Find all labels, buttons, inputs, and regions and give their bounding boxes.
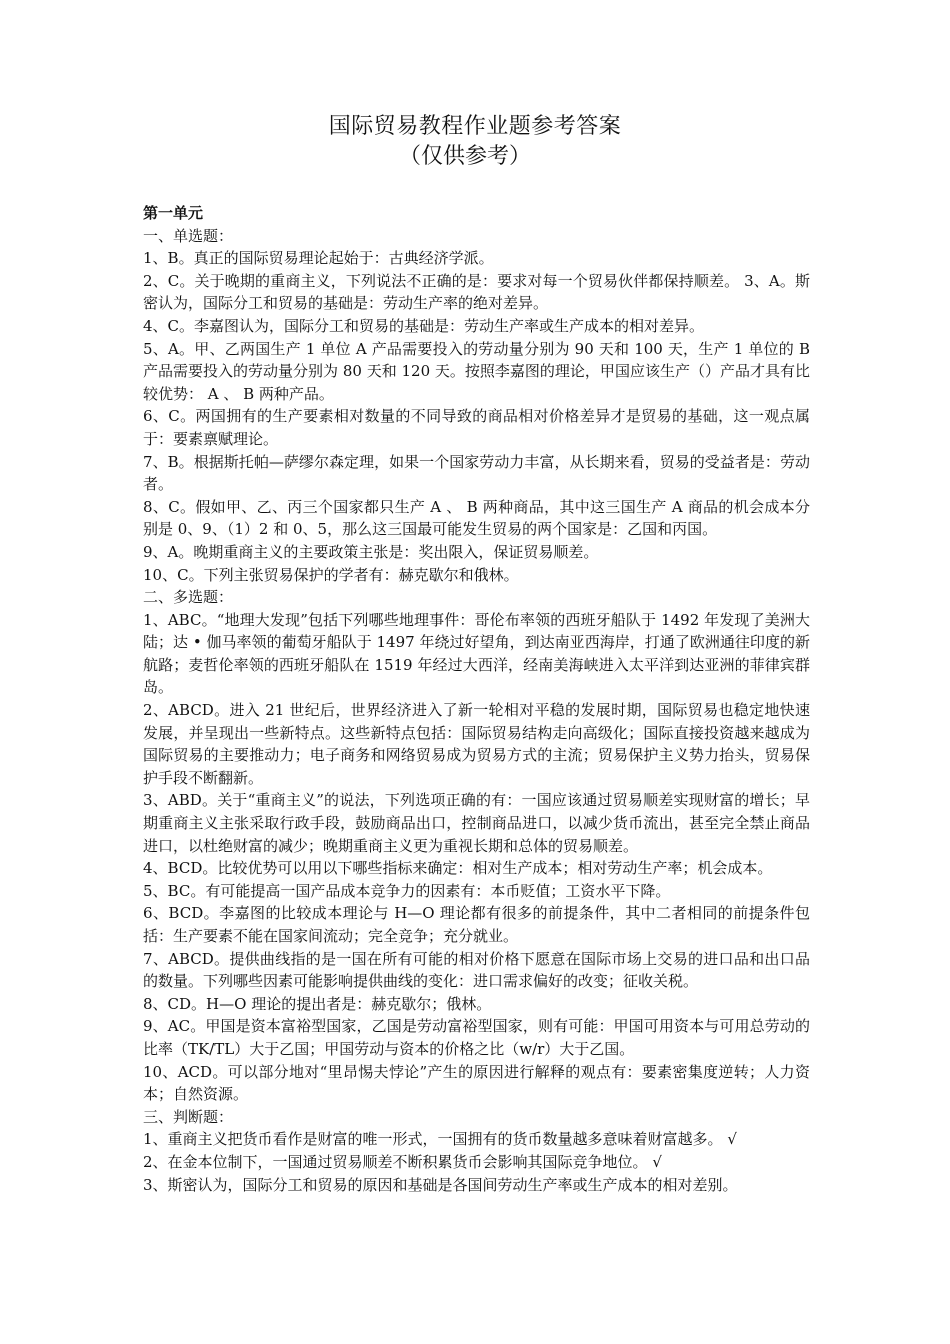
- answer-item: 5、BC。有可能提高一国产品成本竞争力的因素有：本币贬值；工资水平下降。: [143, 881, 671, 900]
- answer-item: 1、重商主义把货币看作是财富的唯一形式，一国拥有的货币数量越多意味着财富越多。 √: [143, 1130, 737, 1149]
- answer-item: 6、C。两国拥有的生产要素相对数量的不同导致的商品相对价格差异才是贸易的基础，这一观点属于：要素禀赋理论。: [143, 407, 810, 448]
- answer-item: 8、C。假如甲、乙、丙三个国家都只生产 A 、 B 两种商品，其中这三国生产 A 商品的机会成本分别是 0、9、（1）2 和 0、5，那么这三国最可能发生贸易的两个国家是：乙国和丙国。: [143, 497, 810, 539]
- unit-heading: 第一单元: [143, 204, 204, 222]
- answer-item: 1、ABC。“地理大发现”包括下列哪些地理事件：哥伦布率领的西班牙船队于 1492 年发现了美洲大陆；达 • 伽马率领的葡萄牙船队于 1497 年绕过好望角，到达南亚西海岸，打通了欧洲通往印度的新航路；麦哲伦率领的西班牙船队在 1519 年经过大西洋，经南美海峡进入太平洋到达亚洲的菲律宾群岛。: [143, 610, 810, 697]
- answer-item: 10、ACD。可以部分地对“里昂惕夫悖论”产生的原因进行解释的观点有：要素密集度逆转；人力资本；自然资源。: [143, 1062, 810, 1104]
- section-heading-true-false: 三、判断题：: [143, 1107, 234, 1126]
- document-body: [143, 202, 810, 1196]
- section-heading-multiple-choice: 二、多选题：: [143, 588, 234, 607]
- answer-item: 9、AC。甲国是资本富裕型国家，乙国是劳动富裕型国家，则有可能：甲国可用资本与可用总劳动的比率（TK/TL）大于乙国；甲国劳动与资本的价格之比（w/r）大于乙国。: [143, 1017, 810, 1058]
- answer-item: 3、斯密认为，国际分工和贸易的原因和基础是各国间劳动生产率或生产成本的相对差别。: [143, 1175, 738, 1194]
- page-title: 国际贸易教程作业题参考答案: [328, 114, 622, 139]
- answer-item: 2、ABCD。进入 21 世纪后，世界经济进入了新一轮相对平稳的发展时期，国际贸易也稳定地快速发展，并呈现出一些新特点。这些新特点包括：国际贸易结构走向高级化；国际直接投资越来越成为国际贸易的主要推动力；电子商务和网络贸易成为贸易方式的主流；贸易保护主义势力抬头，贸易保护手段不断翻新。: [143, 701, 810, 787]
- answer-item: 9、A。晚期重商主义的主要政策主张是：奖出限入，保证贸易顺差。: [143, 542, 599, 561]
- answer-item: 6、BCD。李嘉图的比较成本理论与 H—O 理论都有很多的前提条件，其中二者相同的前提条件包括：生产要素不能在国家间流动；完全竞争；充分就业。: [143, 904, 810, 945]
- answer-item: 8、CD。H—O 理论的提出者是：赫克歇尔；俄林。: [143, 994, 492, 1013]
- answer-item: 4、BCD。比较优势可以用以下哪些指标来确定：相对生产成本；相对劳动生产率；机会成本。: [143, 859, 773, 878]
- answer-item: 3、ABD。关于“重商主义”的说法，下列选项正确的有：一国应该通过贸易顺差实现财富的增长；早期重商主义主张采取行政手段，鼓励商品出口，控制商品进口，以减少货币流出，甚至完全禁止商品进口，以杜绝财富的减少；晚期重商主义更为重视长期和总体的贸易顺差。: [143, 791, 810, 855]
- page-subtitle: （仅供参考）: [398, 144, 531, 169]
- answer-item: 2、在金本位制下，一国通过贸易顺差不断积累货币会影响其国际竞争地位。 √: [143, 1152, 662, 1171]
- answer-item: 7、B。根据斯托帕—萨缪尔森定理，如果一个国家劳动力丰富，从长期来看，贸易的受益者是：劳动者。: [143, 452, 810, 494]
- section-heading-single-choice: 一、单选题：: [143, 226, 234, 245]
- answer-item: 4、C。李嘉图认为，国际分工和贸易的基础是：劳动生产率或生产成本的相对差异。: [143, 316, 705, 335]
- answer-item: 5、A。甲、乙两国生产 1 单位 A 产品需要投入的劳动量分别为 90 天和 100 天，生产 1 单位的 B 产品需要投入的劳动量分别为 80 天和 120 天。按照李嘉图的理论，甲国应该生产（）产品才具有比较优势： A 、 B 两种产品。: [143, 339, 810, 403]
- answer-item: 7、ABCD。提供曲线指的是一国在所有可能的相对价格下愿意在国际市场上交易的进口品和出口品的数量。下列哪些因素可能影响提供曲线的变化：进口需求偏好的改变；征收关税。: [143, 949, 810, 991]
- answer-item: 10、C。下列主张贸易保护的学者有：赫克歇尔和俄林。: [143, 565, 519, 584]
- answer-item: 2、C。关于晚期的重商主义，下列说法不正确的是：要求对每一个贸易伙伴都保持顺差。 3、A。斯密认为，国际分工和贸易的基础是：劳动生产率的绝对差异。: [143, 271, 810, 313]
- answer-item: 1、B。真正的国际贸易理论起始于：古典经济学派。: [143, 249, 494, 268]
